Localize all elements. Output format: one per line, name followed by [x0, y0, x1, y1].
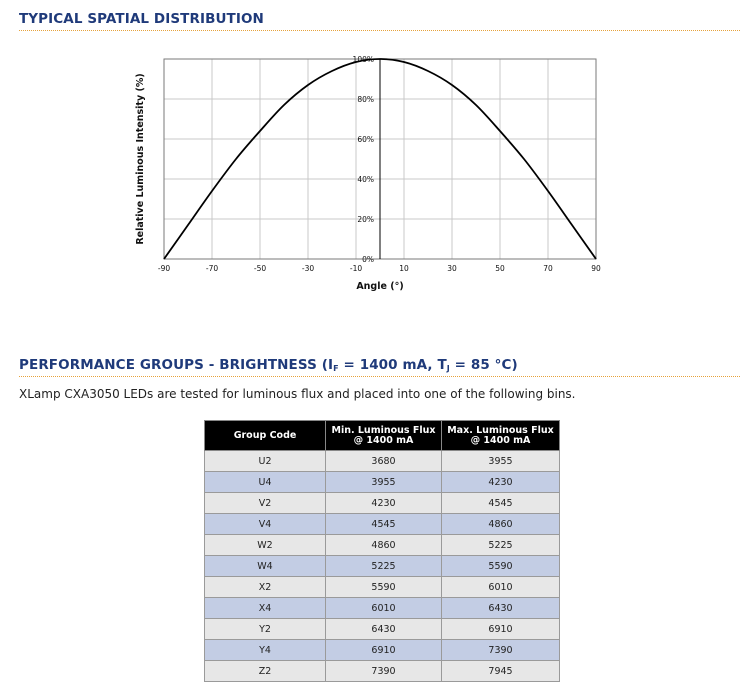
section-title-spatial-distribution: TYPICAL SPATIAL DISTRIBUTION	[19, 11, 264, 27]
cell-min-flux: 4230	[326, 493, 442, 514]
x-tick-labels	[158, 264, 601, 273]
y-tick-label: 20%	[357, 215, 374, 224]
header-max-line2: @ 1400 mA	[470, 434, 531, 446]
cell-min-flux: 6910	[326, 640, 442, 661]
section-title-performance-groups	[19, 357, 518, 373]
header-group-code: Group Code	[205, 421, 326, 451]
cell-group-code: Y2	[205, 619, 326, 640]
x-tick-label: -10	[349, 264, 363, 273]
cell-max-flux: 6910	[442, 619, 560, 640]
cell-min-flux: 4860	[326, 535, 442, 556]
cell-max-flux: 5590	[442, 556, 560, 577]
table-row	[205, 661, 560, 682]
cell-group-code: W4	[205, 556, 326, 577]
y-tick-label: 100%	[352, 55, 374, 64]
cell-max-flux: 6430	[442, 598, 560, 619]
cell-min-flux: 5225	[326, 556, 442, 577]
cell-min-flux: 7390	[326, 661, 442, 682]
table-header-row	[205, 421, 560, 451]
cell-min-flux: 6430	[326, 619, 442, 640]
x-tick-label: -50	[253, 264, 267, 273]
cell-max-flux: 7390	[442, 640, 560, 661]
table-row	[205, 640, 560, 661]
table-row	[205, 514, 560, 535]
intro-text: XLamp CXA3050 LEDs are tested for luminous flux and placed into one of the following bins.	[19, 387, 576, 401]
cell-max-flux: 6010	[442, 577, 560, 598]
table-row	[205, 577, 560, 598]
cell-min-flux: 5590	[326, 577, 442, 598]
header-min-line2: @ 1400 mA	[353, 434, 414, 446]
cell-min-flux: 3680	[326, 451, 442, 472]
cell-group-code: X2	[205, 577, 326, 598]
cell-group-code: U2	[205, 451, 326, 472]
table-row	[205, 472, 560, 493]
brightness-bins-table	[204, 420, 560, 682]
cell-max-flux: 5225	[442, 535, 560, 556]
x-axis-label: Angle (°)	[356, 281, 404, 292]
title-sub-j: J	[446, 364, 450, 373]
table-row	[205, 535, 560, 556]
cell-min-flux: 4545	[326, 514, 442, 535]
title-end: = 85 °C)	[449, 357, 518, 373]
y-tick-label: 80%	[357, 95, 374, 104]
title-mid: = 1400 mA, T	[338, 357, 447, 373]
header-min-flux	[326, 421, 442, 451]
table-row	[205, 598, 560, 619]
y-tick-label: 0%	[362, 255, 374, 264]
y-axis-label: Relative Luminous Intensity (%)	[135, 73, 146, 245]
y-tick-label: 60%	[357, 135, 374, 144]
y-tick-label: 40%	[357, 175, 374, 184]
cell-max-flux: 4545	[442, 493, 560, 514]
cell-max-flux: 4230	[442, 472, 560, 493]
x-tick-label: -30	[301, 264, 315, 273]
table-row	[205, 619, 560, 640]
cell-group-code: V4	[205, 514, 326, 535]
x-tick-label: 70	[543, 264, 553, 273]
header-max-flux	[442, 421, 560, 451]
x-tick-label: -70	[205, 264, 219, 273]
title-main: PERFORMANCE GROUPS - BRIGHTNESS (I	[19, 357, 334, 373]
cell-min-flux: 3955	[326, 472, 442, 493]
section-divider	[19, 376, 740, 377]
cell-group-code: Y4	[205, 640, 326, 661]
x-tick-label: 90	[591, 264, 601, 273]
x-tick-label: 10	[399, 264, 409, 273]
cell-max-flux: 7945	[442, 661, 560, 682]
section-divider	[19, 30, 740, 31]
cell-max-flux: 3955	[442, 451, 560, 472]
cell-max-flux: 4860	[442, 514, 560, 535]
table-row	[205, 556, 560, 577]
cell-group-code: V2	[205, 493, 326, 514]
cell-group-code: Z2	[205, 661, 326, 682]
table-row	[205, 451, 560, 472]
cell-min-flux: 6010	[326, 598, 442, 619]
spatial-distribution-chart	[130, 50, 610, 300]
cell-group-code: X4	[205, 598, 326, 619]
header-max-line1: Max. Luminous Flux	[447, 424, 554, 436]
cell-group-code: U4	[205, 472, 326, 493]
x-tick-label: 50	[495, 264, 505, 273]
x-tick-label: -90	[157, 264, 171, 273]
x-tick-label: 30	[447, 264, 457, 273]
title-sub-f: F	[333, 364, 339, 373]
header-min-line1: Min. Luminous Flux	[331, 424, 436, 436]
cell-group-code: W2	[205, 535, 326, 556]
table-row	[205, 493, 560, 514]
